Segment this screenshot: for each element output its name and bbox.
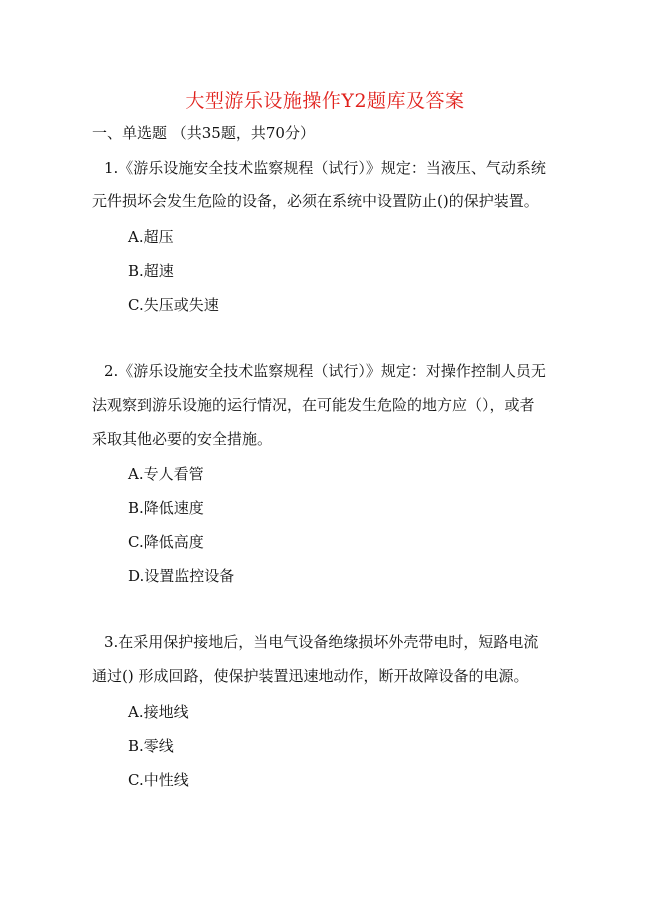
section-heading: 一、单选题 （共35题，共70分） — [92, 124, 315, 142]
question-2-option-c: C.降低高度 — [128, 533, 204, 551]
document-title: 大型游乐设施操作Y2题库及答案 — [185, 90, 465, 112]
question-2-line-1: 2.《游乐设施安全技术监察规程（试行）》规定：对操作控制人员无 — [104, 362, 546, 380]
question-2-option-a: A.专人看管 — [128, 465, 204, 483]
question-3-option-b: B.零线 — [128, 737, 174, 755]
question-1-option-a: A.超压 — [128, 228, 174, 246]
question-3-option-c: C.中性线 — [128, 771, 189, 789]
question-1-option-c: C.失压或失速 — [128, 296, 219, 314]
question-1-option-b: B.超速 — [128, 262, 174, 280]
question-3-line-2: 通过() 形成回路，使保护装置迅速地动作，断开故障设备的电源。 — [92, 667, 529, 685]
question-1-line-1: 1.《游乐设施安全技术监察规程（试行）》规定：当液压、气动系统 — [104, 159, 546, 177]
question-2-line-2: 法观察到游乐设施的运行情况，在可能发生危险的地方应（），或者 — [92, 396, 535, 414]
question-2-option-d: D.设置监控设备 — [128, 567, 235, 585]
question-3-line-1: 3.在采用保护接地后，当电气设备绝缘损坏外壳带电时，短路电流 — [104, 633, 539, 651]
question-2-line-3: 采取其他必要的安全措施。 — [92, 430, 273, 448]
question-3-option-a: A.接地线 — [128, 703, 189, 721]
question-2-option-b: B.降低速度 — [128, 499, 204, 517]
question-1-line-2: 元件损坏会发生危险的设备，必须在系统中设置防止()的保护装置。 — [92, 192, 539, 210]
